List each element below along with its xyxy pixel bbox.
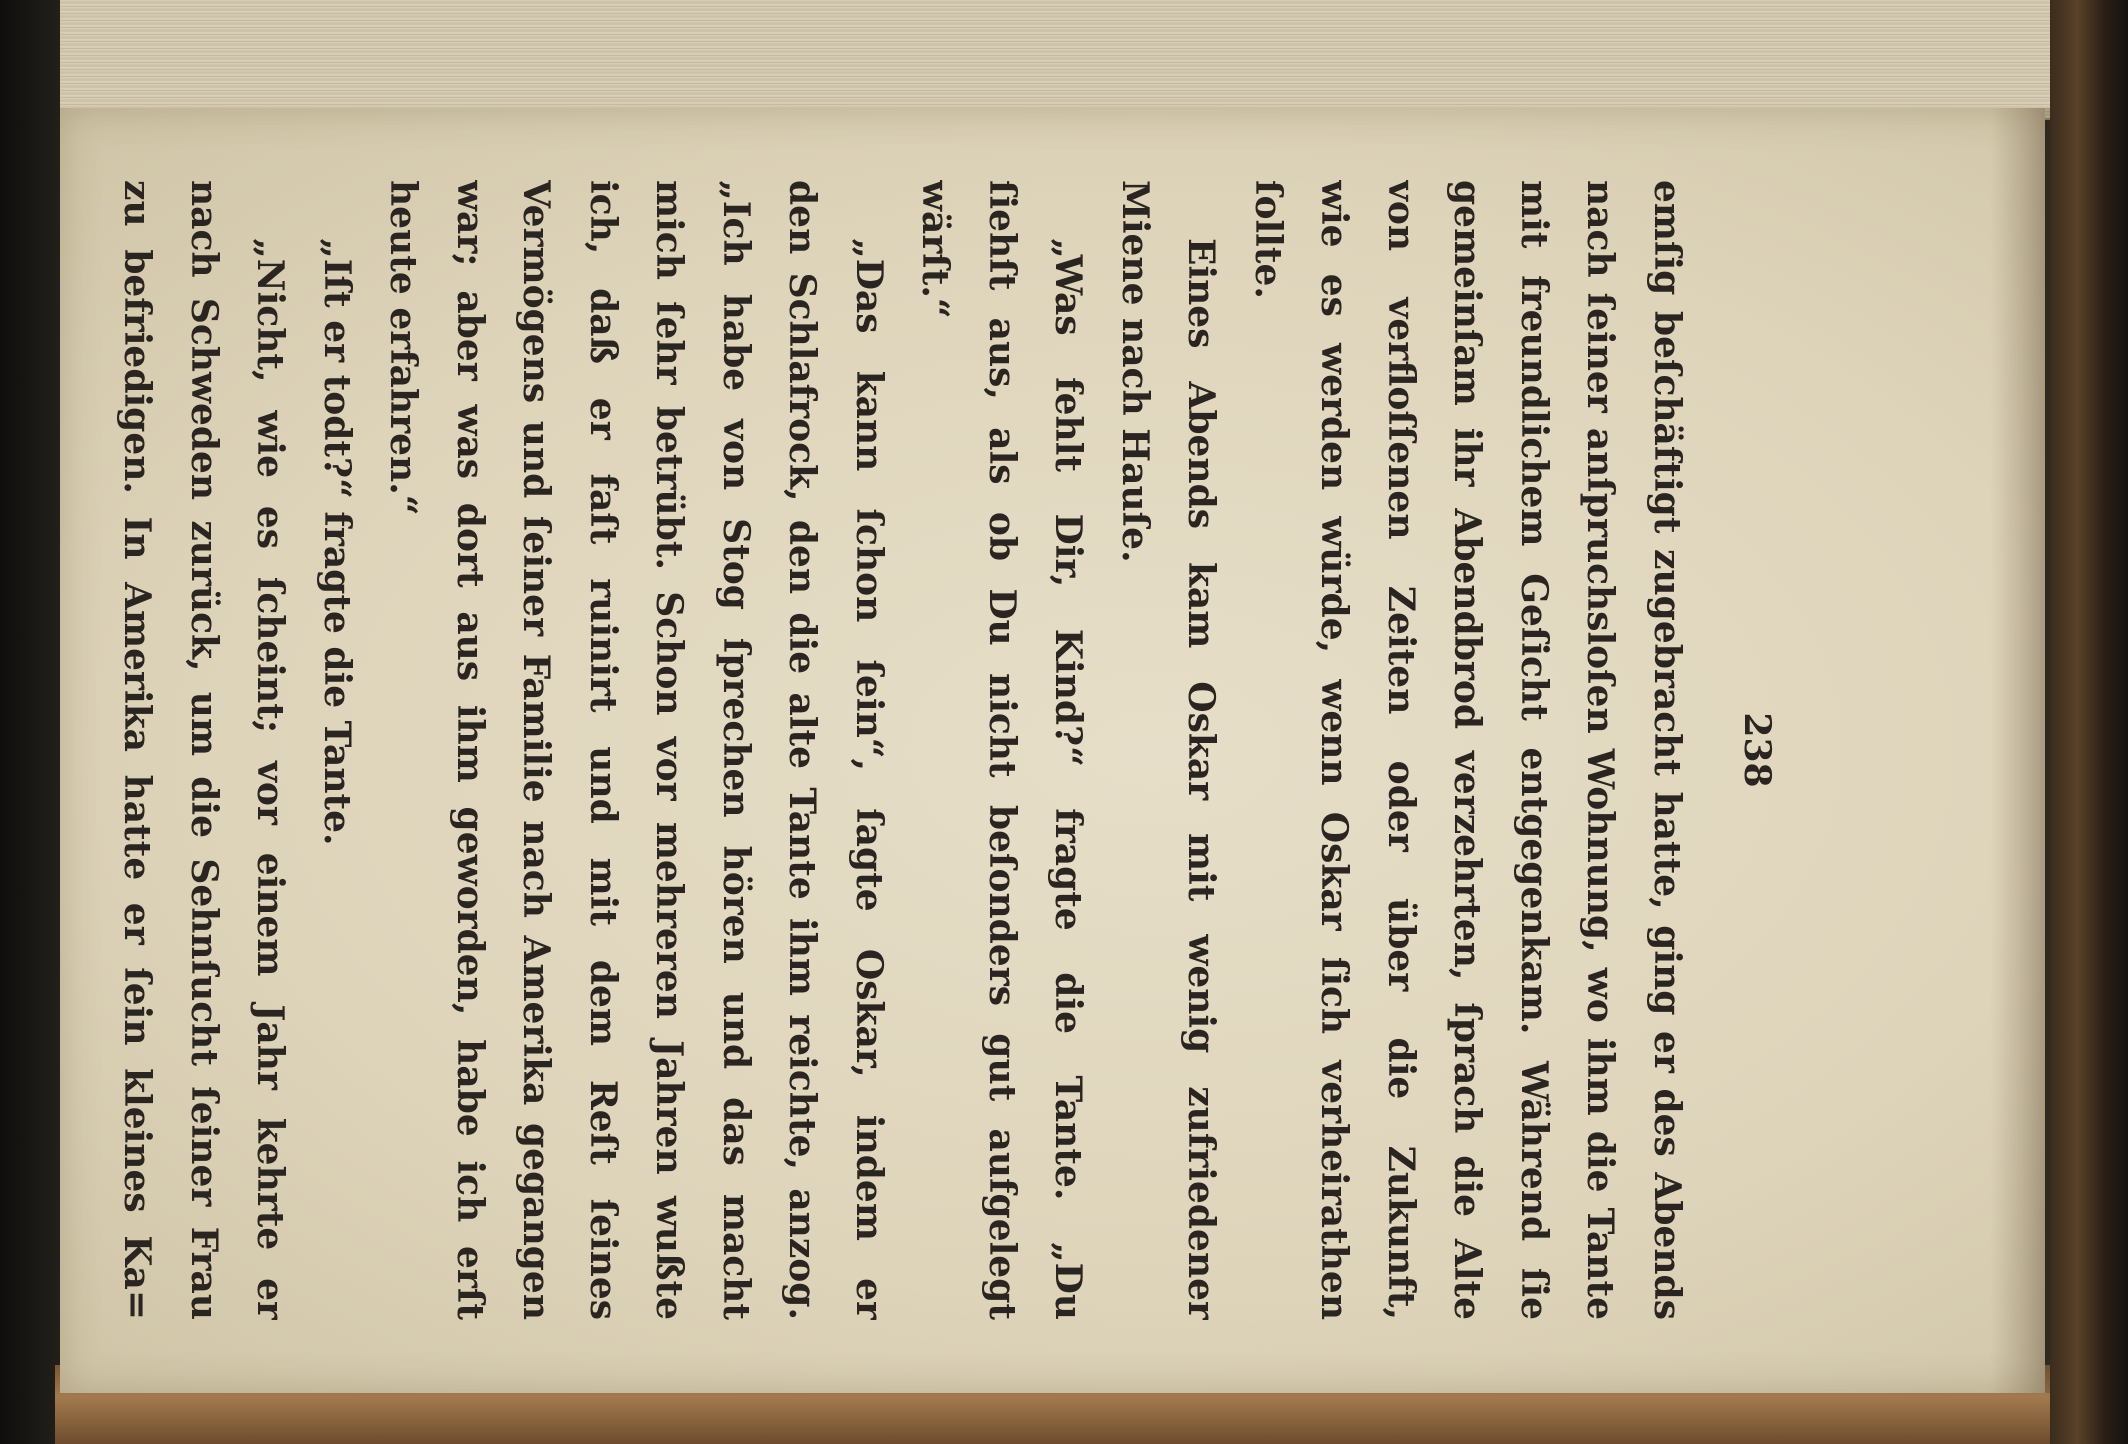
text-line: wie es werden würde, wenn Oskar ſich verheirathen <box>1313 180 1356 1320</box>
text-line: von verfloſſenen Zeiten oder über die Zukunft, <box>1380 180 1422 1320</box>
text-line: „Ich habe von Stog ſprechen hören und das macht <box>715 180 757 1320</box>
book-spine <box>2050 0 2128 1444</box>
text-line: „Das kann ſchon ſein“, ſagte Oskar, indem er <box>848 238 890 1320</box>
page-number: 238 <box>1736 712 1778 788</box>
page-gutter-shadow <box>1990 108 2050 1393</box>
text-line: „Nicht, wie es ſcheint; vor einem Jahr kehrte er <box>249 238 292 1320</box>
text-line: ſiehſt aus, als ob Du nicht beſonders gut aufgelegt <box>981 180 1023 1320</box>
text-line: Eines Abends kam Oskar mit wenig zufriedener <box>1180 238 1223 1320</box>
page-edges <box>60 0 2050 120</box>
text-line: war; aber was dort aus ihm geworden, habe ich erſt <box>449 180 491 1320</box>
text-line: nach ſeiner anſpruchsloſen Wohnung, wo ihm die Tante <box>1579 180 1622 1320</box>
text-line: nach Schweden zurück, um die Sehnſucht ſeiner Frau <box>183 180 225 1320</box>
book-cover-left <box>0 0 64 1444</box>
text-line: ich, daß er faſt ruinirt und mit dem Reſt ſeines <box>582 180 624 1320</box>
rotated-text-block <box>116 180 1790 1444</box>
text-line: ſollte. <box>1247 180 1289 299</box>
text-line: den Schlafrock, den die alte Tante ihm reichte, anzog. <box>781 180 824 1320</box>
page-text <box>116 180 1790 1320</box>
text-line: Miene nach Hauſe. <box>1114 180 1156 563</box>
text-line: mich ſehr betrübt. Schon vor mehreren Jahren wußte <box>648 180 691 1320</box>
text-line: zu befriedigen. In Amerika hatte er ſein kleines Ka= <box>116 180 159 1320</box>
text-line: Vermögens und ſeiner Familie nach Amerika gegangen <box>515 180 558 1320</box>
text-line: heute erfahren.“ <box>382 180 425 516</box>
text-line: gemeinſam ihr Abendbrod verzehrten, ſprach die Alte <box>1446 180 1489 1320</box>
text-line: emſig beſchäftigt zugebracht hatte, ging er des Abends <box>1646 180 1688 1320</box>
text-line: mit freundlichem Geſicht entgegenkam. Während ſie <box>1513 180 1555 1320</box>
text-line: wärſt.“ <box>914 180 957 319</box>
text-line: „Was fehlt Dir, Kind?“ fragte die Tante. „Du <box>1047 238 1090 1320</box>
page-body <box>104 180 1700 1320</box>
text-line: „Iſt er todt?“ fragte die Tante. <box>316 238 358 846</box>
